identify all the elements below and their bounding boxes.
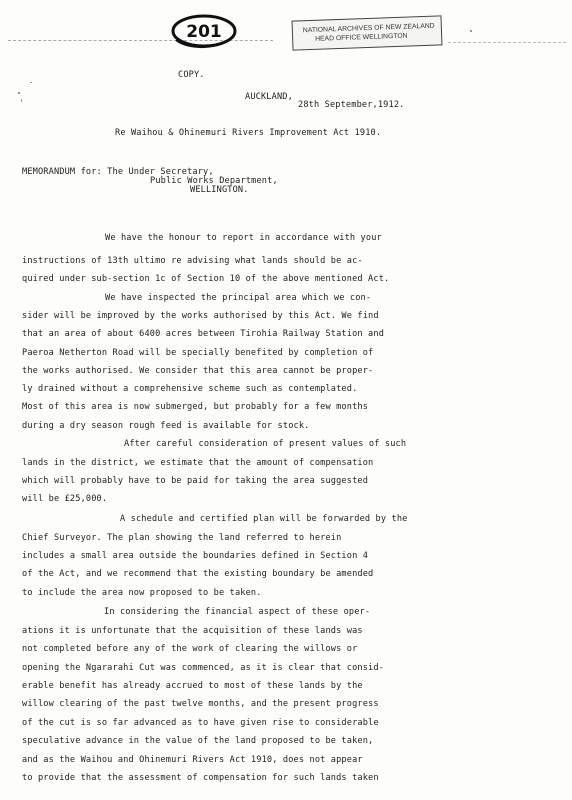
body-line: quired under sub-section 1c of Section 10 of the above mentioned Act. <box>22 274 390 284</box>
memorandum-line-1: MEMORANDUM for: The Under Secretary, <box>22 167 214 177</box>
body-line: ly drained without a comprehensive scheme such as contemplated. <box>22 384 358 394</box>
stamp-line-2: HEAD OFFICE WELLINGTON <box>315 32 408 43</box>
body-line: the works authorised. We consider that this area cannot be proper- <box>22 366 374 376</box>
place: AUCKLAND, <box>245 92 293 102</box>
body-line: willow clearing of the past twelve months, and the present progress <box>22 699 379 709</box>
body-line: to provide that the assessment of compensation for such lands taken <box>22 773 379 783</box>
stamp-line-1: NATIONAL ARCHIVES OF NEW ZEALAND <box>302 22 435 35</box>
body-line: that an area of about 6400 acres between Tirohia Railway Station and <box>22 329 385 339</box>
body-line: erable benefit has already accrued to most of these lands by the <box>22 681 363 691</box>
body-line: to include the area now proposed to be taken. <box>22 588 262 598</box>
speck <box>30 82 32 83</box>
body-line: of the Act, and we recommend that the existing boundary be amended <box>22 569 374 579</box>
body-line: will be £25,000. <box>22 494 108 504</box>
speck <box>21 99 22 102</box>
memorandum-line-3: WELLINGTON. <box>190 185 249 195</box>
body-line: opening the Ngararahi Cut was commenced, as it is clear that consid- <box>22 663 385 673</box>
body-line: ations it is unfortunate that the acquisition of these lands was <box>22 626 363 636</box>
body-line: of the cut is so far advanced as to have given rise to considerable <box>22 718 379 728</box>
body-line: Chief Surveyor. The plan showing the land referred to herein <box>22 533 342 543</box>
folio-number: 201 <box>186 22 222 42</box>
body-line: not completed before any of the work of clearing the willows or <box>22 644 358 654</box>
body-line: and as the Waihou and Ohinemuri Rivers Act 1910, does not appear <box>22 755 363 765</box>
body-line: instructions of 13th ultimo re advising what lands should be ac- <box>22 256 363 266</box>
body-line: We have inspected the principal area which we con- <box>105 293 372 303</box>
copy-label: COPY. <box>178 70 205 80</box>
top-rule-right <box>448 42 566 44</box>
body-line: sider will be improved by the works authorised by this Act. We find <box>22 311 379 321</box>
archives-stamp <box>292 15 443 50</box>
body-line: After careful consideration of present values of such <box>124 439 407 449</box>
body-line: lands in the district, we estimate that the amount of compensation <box>22 458 374 468</box>
subject-line: Re Waihou & Ohinemuri Rivers Improvement Act 1910. <box>115 128 382 138</box>
body-line: A schedule and certified plan will be forwarded by the <box>120 514 408 524</box>
body-line: Most of this area is now submerged, but probably for a few months <box>22 402 369 412</box>
speck <box>470 30 472 32</box>
body-line: We have the honour to report in accordance with your <box>105 233 382 243</box>
body-line: during a dry season rough feed is available for stock. <box>22 421 310 431</box>
body-line: which will probably have to be paid for taking the area suggested <box>22 476 369 486</box>
date: 28th September,1912. <box>298 100 405 110</box>
body-line: includes a small area outside the boundaries defined in Section 4 <box>22 551 369 561</box>
body-line: Paeroa Netherton Road will be specially benefited by completion of <box>22 348 374 358</box>
speck <box>18 92 20 94</box>
memorandum-line-2: Public Works Department, <box>150 176 278 186</box>
body-line: In considering the financial aspect of these oper- <box>104 607 371 617</box>
body-line: speculative advance in the value of the land proposed to be taken, <box>22 736 374 746</box>
folio-number-mark <box>168 10 242 50</box>
